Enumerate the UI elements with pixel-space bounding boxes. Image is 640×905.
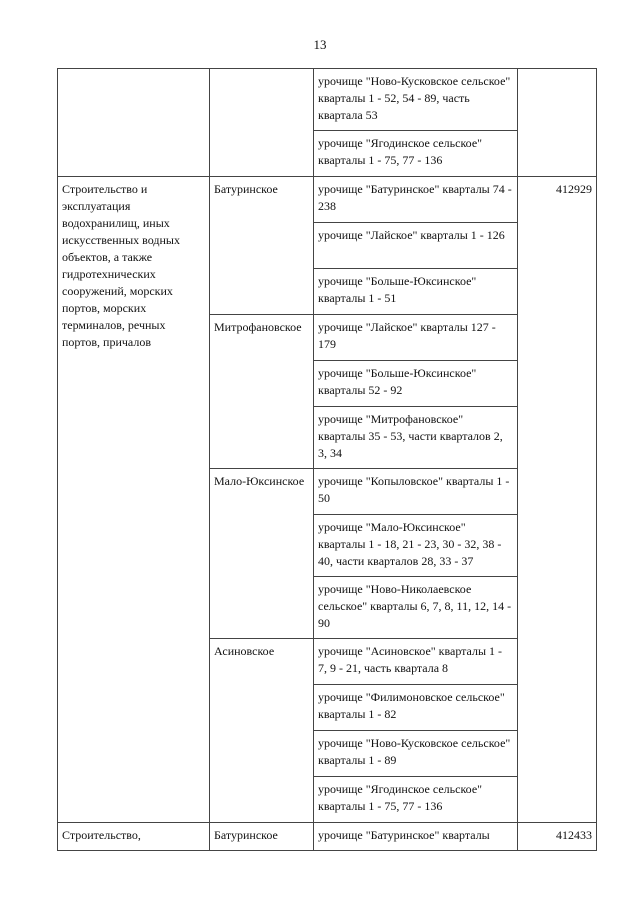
purpose-cell: Строительство и эксплуатация водохранилищ, иных искусственных водных объектов, а также гидротехнических сооружений, морских портов, морских терминалов, речных портов, причалов bbox=[58, 177, 210, 823]
tract-cell: урочище "Филимоновское сельское" кварталы 1 - 82 bbox=[314, 685, 518, 731]
table-row bbox=[58, 69, 597, 131]
table-row bbox=[58, 177, 597, 223]
area-cell: 412929 bbox=[518, 177, 597, 823]
tract-cell: урочище "Больше-Юксинское" кварталы 1 - 51 bbox=[314, 269, 518, 315]
tract-cell: урочище "Ново-Николаевское сельское" кварталы 6, 7, 8, 11, 12, 14 - 90 bbox=[314, 577, 518, 639]
tract-cell: урочище "Копыловское" кварталы 1 - 50 bbox=[314, 469, 518, 515]
purpose-cell bbox=[58, 69, 210, 177]
forest-use-table bbox=[57, 68, 597, 851]
page-number: 13 bbox=[313, 37, 327, 52]
table-row bbox=[58, 823, 597, 851]
forestry-cell: Батуринское bbox=[210, 177, 314, 315]
tract-cell: урочище "Батуринское" кварталы 74 - 238 bbox=[314, 177, 518, 223]
forestry-cell bbox=[210, 69, 314, 177]
area-cell bbox=[518, 69, 597, 177]
forestry-cell: Митрофановское bbox=[210, 315, 314, 469]
tract-cell: урочище "Ягодинское сельское" кварталы 1 - 75, 77 - 136 bbox=[314, 131, 518, 177]
tract-cell: урочище "Ягодинское сельское" кварталы 1 - 75, 77 - 136 bbox=[314, 777, 518, 823]
tract-cell: урочище "Ново-Кусковское сельское" кварталы 1 - 52, 54 - 89, часть квартала 53 bbox=[314, 69, 518, 131]
forestry-cell: Асиновское bbox=[210, 639, 314, 823]
tract-cell: урочище "Мало-Юксинское" кварталы 1 - 18, 21 - 23, 30 - 32, 38 - 40, части кварталов 28, 33 - 37 bbox=[314, 515, 518, 577]
tract-cell: урочище "Асиновское" кварталы 1 - 7, 9 - 21, часть квартала 8 bbox=[314, 639, 518, 685]
purpose-cell: Строительство, bbox=[58, 823, 210, 851]
forestry-cell: Мало-Юксинское bbox=[210, 469, 314, 639]
area-cell: 412433 bbox=[518, 823, 597, 851]
tract-cell: урочище "Ново-Кусковское сельское" кварталы 1 - 89 bbox=[314, 731, 518, 777]
tract-cell: урочище "Лайское" кварталы 127 - 179 bbox=[314, 315, 518, 361]
tract-cell: урочище "Лайское" кварталы 1 - 126 bbox=[314, 223, 518, 269]
tract-cell: урочище "Батуринское" кварталы bbox=[314, 823, 518, 851]
tract-cell: урочище "Больше-Юксинское" кварталы 52 - 92 bbox=[314, 361, 518, 407]
tract-cell: урочище "Митрофановское" кварталы 35 - 53, части кварталов 2, 3, 34 bbox=[314, 407, 518, 469]
forestry-cell: Батуринское bbox=[210, 823, 314, 851]
